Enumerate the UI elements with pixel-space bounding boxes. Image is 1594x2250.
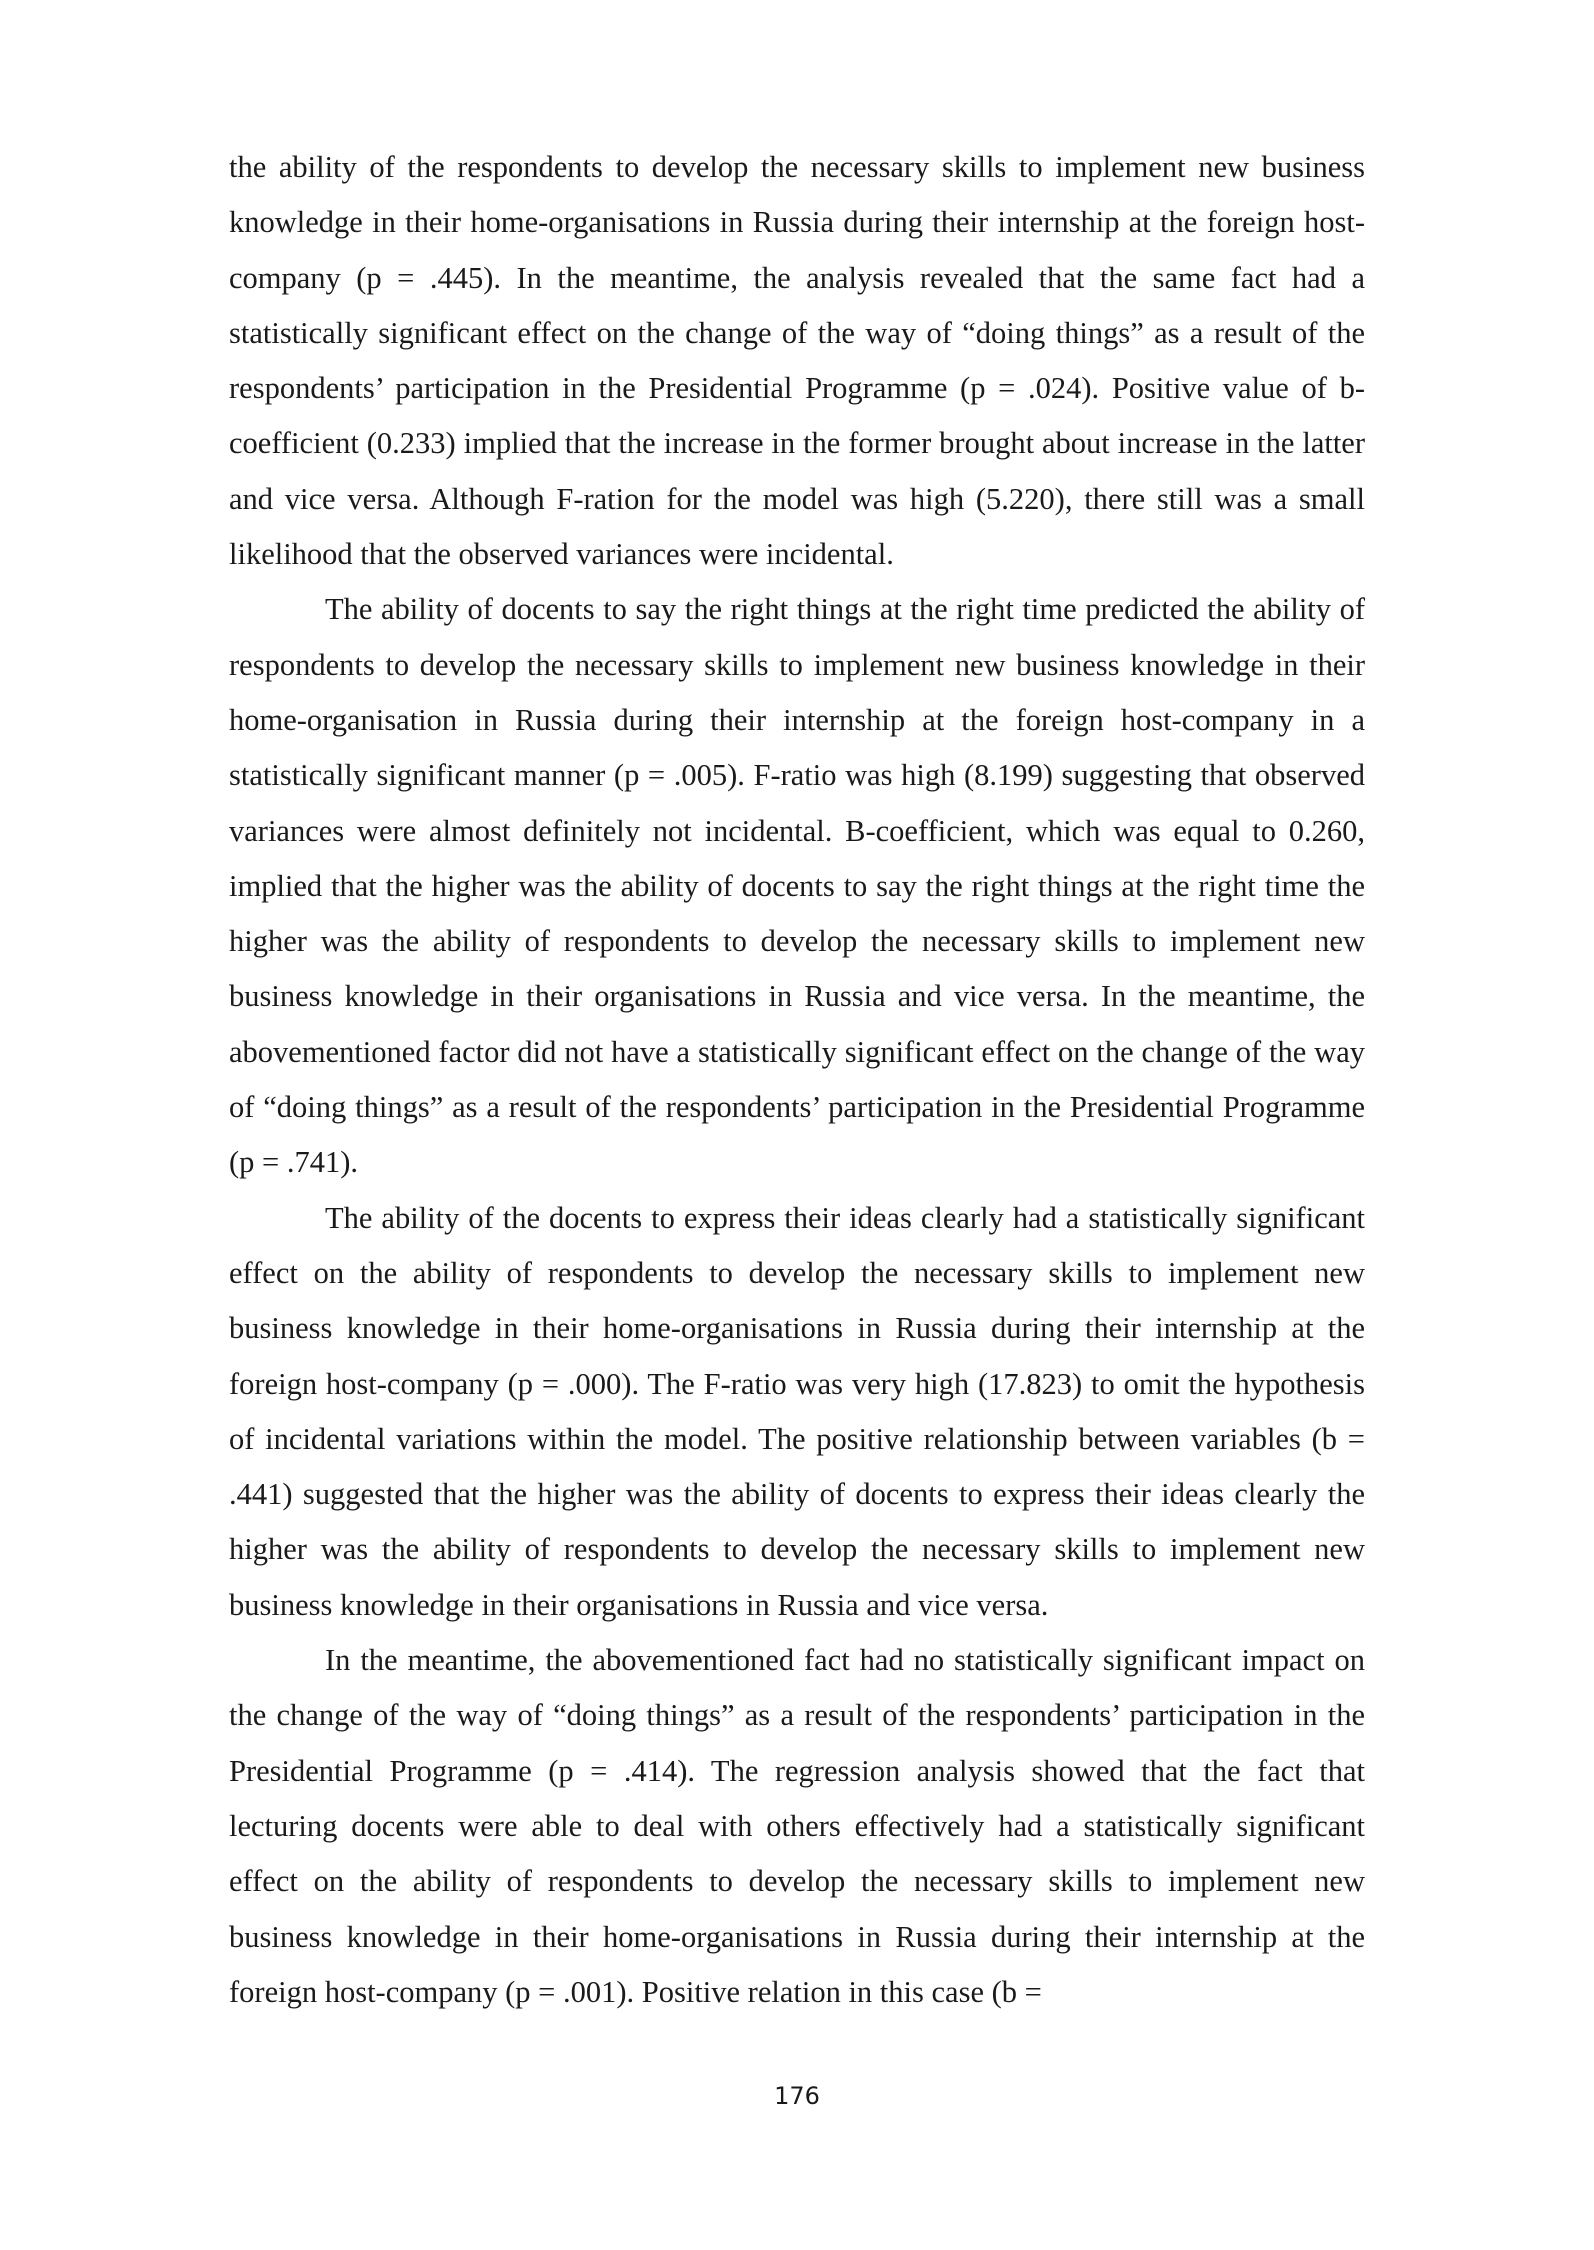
body-text xyxy=(229,140,1365,2020)
paragraph-continuation: the ability of the respondents to develop the necessary skills to implement new business knowledge in their home-organisations in Russia during their internship at the foreign host-company (p = .445). In the meantime, the analysis revealed that the same fact had a statistically significant effect on the change of the way of “doing things” as a result of the respondents’ participation in the Presidential Programme (p = .024). Positive value of b-coefficient (0.233) implied that the increase in the former brought about increase in the latter and vice versa. Although F-ration for the model was high (5.220), there still was a small likelihood that the observed variances were incidental. xyxy=(229,150,1365,572)
page-number: 176 xyxy=(774,2082,820,2110)
paragraph: In the meantime, the abovementioned fact had no statistically significant impact on the change of the way of “doing things” as a result of the respondents’ participation in the Presidential Programme (p = .414). The regression analysis showed that the fact that lecturing docents were able to deal with others effectively had a statistically significant effect on the ability of respondents to develop the necessary skills to implement new business knowledge in their home-organisations in Russia during their internship at the foreign host-company (p = .001). Positive relation in this case (b = xyxy=(229,1643,1365,2009)
paragraph: The ability of docents to say the right things at the right time predicted the ability of respondents to develop the necessary skills to implement new business knowledge in their home-organisation in Russia during their internship at the foreign host-company in a statistically significant manner (p = .005). F-ratio was high (8.199) suggesting that observed variances were almost definitely not incidental. B-coefficient, which was equal to 0.260, implied that the higher was the ability of docents to say the right things at the right time the higher was the ability of respondents to develop the necessary skills to implement new business knowledge in their organisations in Russia and vice versa. In the meantime, the abovementioned factor did not have a statistically significant effect on the change of the way of “doing things” as a result of the respondents’ participation in the Presidential Programme (p = .741). xyxy=(229,592,1365,1180)
paragraph: The ability of the docents to express their ideas clearly had a statistically significant effect on the ability of respondents to develop the necessary skills to implement new business knowledge in their home-organisations in Russia during their internship at the foreign host-company (p = .000). The F-ratio was very high (17.823) to omit the hypothesis of incidental variations within the model. The positive relationship between variables (b = .441) suggested that the higher was the ability of docents to express their ideas clearly the higher was the ability of respondents to develop the necessary skills to implement new business knowledge in their organisations in Russia and vice versa. xyxy=(229,1200,1365,1622)
